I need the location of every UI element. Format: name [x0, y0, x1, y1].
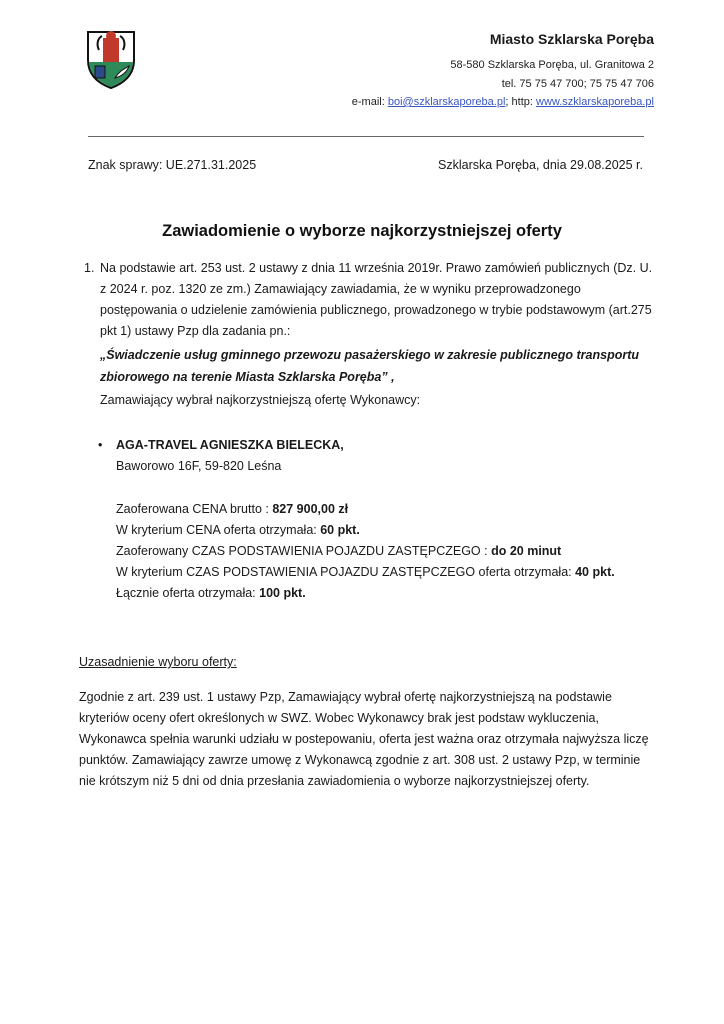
bullet-icon: • — [98, 438, 103, 452]
time-label: Zaoferowany CZAS PODSTAWIENIA POJAZDU ZASTĘPCZEGO : — [116, 544, 492, 558]
total-points: 100 pkt. — [259, 586, 306, 600]
section-number: 1. — [84, 261, 95, 275]
http-label: ; http: — [505, 96, 533, 108]
email-link[interactable]: boi@szklarskaporeba.pl — [387, 96, 506, 108]
section-intro: Na podstawie art. 253 ust. 2 ustawy z dnia 11 września 2019r. Prawo zamówień publicznych (Dz. U. z 2024 r. poz. 1320 ze zm.) Zamawiający zawiadamia, że w wyniku przeprowadzonego postępowania o udzielenie zamówienia publicznego, prowadzonego w trybie podstawowym (art.275 pkt 1) ustawy Pzp dla zadania pn.: — [100, 261, 653, 338]
city-name: Miasto Szklarska Poręba — [489, 31, 654, 47]
offer-scores — [116, 499, 656, 604]
contractor — [116, 435, 636, 477]
website-link[interactable]: www.szklarskaporeba.pl — [536, 96, 654, 108]
chosen-offer-text: Zamawiający wybrał najkorzystniejszą ofertę Wykonawcy: — [100, 393, 421, 407]
total-label: Łącznie oferta otrzymała: — [116, 586, 260, 600]
email-label: e-mail: — [351, 96, 385, 108]
place-date: Szklarska Poręba, dnia 29.08.2025 r. — [438, 158, 643, 172]
city-coat-of-arms-icon — [82, 26, 140, 90]
city-phone: tel. 75 75 47 700; 75 75 47 706 — [501, 78, 654, 90]
time-points-label: W kryterium CZAS PODSTAWIENIA POJAZDU ZASTĘPCZEGO oferta otrzymała: — [116, 565, 576, 579]
contact-line — [352, 96, 654, 108]
justification-text: Zgodnie z art. 239 ust. 1 ustawy Pzp, Zamawiający wybrał ofertę najkorzystniejszą na podstawie kryteriów oceny ofert określonych w SWZ. Wobec Wykonawcy brak jest podstaw wykluczenia, Wykonawca spełnia warunki udziału w postepowaniu, oferta jest ważna oraz otrzymała najwyższa liczę punktów. Zamawiający zawrze umowę z Wykonawcą zgodnie z art. 308 ust. 2 ustawy Pzp, w terminie nie krótszym niż 5 dni od dnia przesłania zawiadomienia o wyborze najkorzystniejszej oferty. — [79, 690, 649, 788]
time-points: 40 pkt. — [575, 565, 615, 579]
time-points-row — [116, 562, 656, 583]
price-value: 827 900,00 zł — [272, 502, 349, 516]
price-points-label: W kryterium CENA oferta otrzymała: — [116, 523, 321, 537]
contractor-name: AGA-TRAVEL AGNIESZKA BIELECKA, — [116, 438, 344, 452]
justification-heading: Uzasadnienie wyboru oferty: — [79, 655, 237, 669]
city-address: 58-580 Szklarska Poręba, ul. Granitowa 2 — [450, 59, 654, 71]
case-number: Znak sprawy: UE.271.31.2025 — [88, 158, 257, 172]
price-label: Zaoferowana CENA brutto : — [116, 502, 273, 516]
section-1 — [100, 258, 660, 411]
total-row — [116, 583, 656, 604]
price-points-row — [116, 520, 656, 541]
task-name: „Świadczenie usług gminnego przewozu pasażerskiego w zakresie publicznego transportu zbiorowego na terenie Miasta Szklarska Poręba” , — [100, 348, 640, 384]
price-row — [116, 499, 656, 520]
time-row — [116, 541, 656, 562]
document-title: Zawiadomienie o wyborze najkorzystniejszej oferty — [162, 222, 562, 240]
time-value: do 20 minut — [491, 544, 562, 558]
header-divider — [88, 136, 644, 137]
contractor-address: Baworowo 16F, 59-820 Leśna — [116, 459, 282, 473]
price-points: 60 pkt. — [320, 523, 360, 537]
